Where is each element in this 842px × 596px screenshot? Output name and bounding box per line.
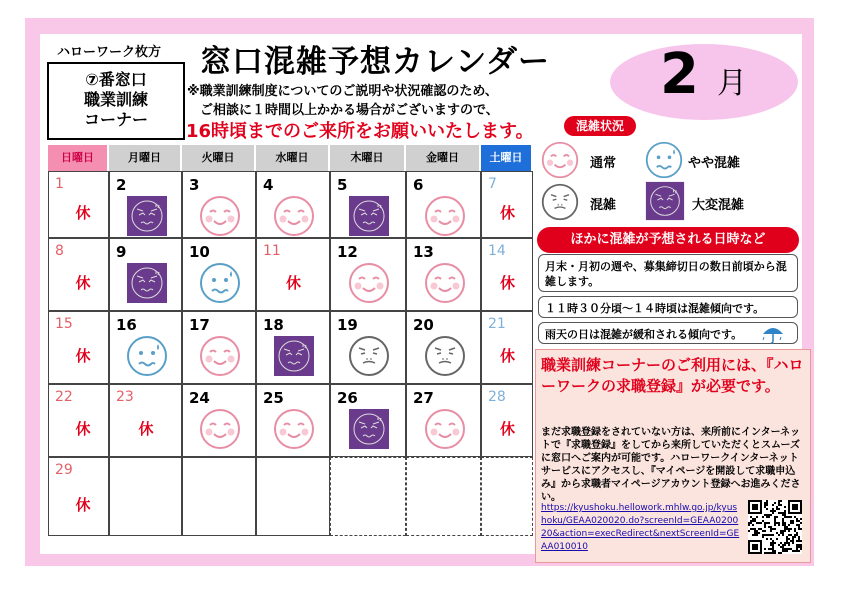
calendar-day	[109, 311, 182, 384]
calendar-day	[256, 384, 330, 457]
weekday-header: 月曜日	[109, 145, 180, 171]
very-face-icon	[125, 194, 169, 238]
calendar-day	[406, 384, 481, 457]
day-number: 24	[189, 389, 210, 407]
note-line-2: ご相談に１時間以上かかる場合がございますので、	[200, 103, 499, 118]
calendar-day	[330, 384, 406, 457]
day-number: 10	[189, 243, 210, 261]
calendar-day	[182, 171, 256, 238]
very-face-icon	[125, 261, 169, 305]
very-face-icon	[347, 194, 391, 238]
slight-face-icon	[125, 334, 169, 378]
info-box-1: 月末・月初の週や、募集締切日の数日前頃から混雑します。	[538, 254, 798, 292]
registration-body: まだ求職登録をされていない方は、来所前にインターネットで『求職登録』をしてから来所していただくとスムーズに窓口へご案内が可能です。ハローワークインターネットサービスにアクセスし、『マイページを開設して求職申込み』から求職者マイページアカウント登録へお進みください。	[541, 427, 801, 503]
calendar-day	[406, 311, 481, 384]
day-number: 6	[413, 176, 424, 194]
busy-face-icon	[423, 334, 467, 378]
day-number: 7	[488, 176, 497, 192]
legend-very: 大変混雑	[692, 198, 745, 213]
closed-label: 休	[500, 203, 516, 222]
calendar-day	[109, 384, 182, 457]
normal-face-icon	[198, 407, 242, 451]
month-badge	[610, 44, 798, 120]
calendar-day	[256, 171, 330, 238]
calendar-day	[48, 311, 109, 384]
legend-slight-icon	[644, 140, 684, 180]
day-number: 1	[55, 176, 64, 192]
closed-label: 休	[500, 346, 516, 365]
other-title: ほかに混雑が予想される日時など	[537, 227, 799, 253]
very-face-icon	[347, 407, 391, 451]
registration-url[interactable]: https://kyushoku.hellowork.mhlw.go.jp/kyushoku/GEAA020020.do?screenId=GEAA020020&action=execRedirect&nextScreenId=GEAA010010	[541, 503, 740, 552]
busy-face-icon	[347, 334, 391, 378]
corner-line-3: コーナー	[83, 110, 148, 129]
weekday-header: 金曜日	[406, 145, 479, 171]
legend-normal: 通常	[590, 156, 617, 171]
umbrella-icon	[760, 322, 786, 344]
day-number: 16	[116, 316, 137, 334]
calendar-day	[48, 457, 109, 536]
day-number: 25	[263, 389, 284, 407]
calendar-day	[481, 238, 533, 311]
weekday-header: 水曜日	[256, 145, 328, 171]
closed-label: 休	[75, 495, 91, 514]
calendar-day	[406, 171, 481, 238]
day-number: 2	[116, 176, 127, 194]
weekday-header: 火曜日	[182, 145, 254, 171]
calendar-day	[182, 311, 256, 384]
calendar-day	[481, 311, 533, 384]
note-red: 16時頃までのご来所をお願いいたします。	[186, 121, 534, 142]
day-number: 29	[55, 462, 73, 478]
closed-label: 休	[75, 419, 91, 438]
normal-face-icon	[272, 194, 316, 238]
closed-label: 休	[500, 273, 516, 292]
info-box-2: １１時３０分頃～１４時頃は混雑傾向です。	[538, 296, 798, 318]
calendar-day	[330, 311, 406, 384]
normal-face-icon	[198, 194, 242, 238]
calendar-day	[109, 171, 182, 238]
legend-slight: やや混雑	[688, 156, 741, 171]
calendar-day	[406, 238, 481, 311]
weekday-header: 土曜日	[481, 145, 531, 171]
calendar-day	[48, 238, 109, 311]
corner-line-1: ⑦番窓口	[85, 70, 147, 89]
qr-code-icon	[748, 500, 802, 554]
day-number: 17	[189, 316, 210, 334]
closed-label: 休	[75, 203, 91, 222]
legend-very-icon	[644, 180, 686, 222]
info-box-3: 雨天の日は混雑が緩和される傾向です。	[538, 322, 798, 344]
office-name: ハローワーク枚方	[57, 45, 162, 60]
calendar-day	[330, 238, 406, 311]
registration-heading: 職業訓練コーナーのご利用には、『ハローワークの求職登録』が必要です。	[541, 356, 804, 395]
calendar-day	[481, 457, 533, 536]
day-number: 26	[337, 389, 358, 407]
day-number: 9	[116, 243, 127, 261]
day-number: 27	[413, 389, 434, 407]
legend-busy: 混雑	[590, 198, 617, 213]
day-number: 18	[263, 316, 284, 334]
day-number: 13	[413, 243, 434, 261]
calendar-day	[109, 238, 182, 311]
corner-line-2: 職業訓練	[83, 90, 148, 109]
calendar-day	[481, 171, 533, 238]
normal-face-icon	[423, 194, 467, 238]
calendar-day	[481, 384, 533, 457]
calendar-day	[330, 457, 406, 536]
calendar-day	[109, 457, 182, 536]
normal-face-icon	[423, 261, 467, 305]
calendar-day	[182, 457, 256, 536]
closed-label: 休	[75, 346, 91, 365]
weekday-header: 日曜日	[48, 145, 107, 171]
day-number: 11	[263, 243, 281, 259]
closed-label: 休	[286, 273, 302, 292]
calendar-day	[406, 457, 481, 536]
normal-face-icon	[423, 407, 467, 451]
day-number: 15	[55, 316, 73, 332]
slight-face-icon	[198, 261, 242, 305]
calendar-day	[256, 311, 330, 384]
day-number: 14	[488, 243, 506, 259]
day-number: 5	[337, 176, 348, 194]
day-number: 28	[488, 389, 506, 405]
day-number: 23	[116, 389, 134, 405]
closed-label: 休	[500, 419, 516, 438]
calendar-day	[256, 457, 330, 536]
calendar-day	[182, 384, 256, 457]
normal-face-icon	[272, 407, 316, 451]
calendar-day	[330, 171, 406, 238]
normal-face-icon	[198, 334, 242, 378]
day-number: 21	[488, 316, 506, 332]
day-number: 19	[337, 316, 358, 334]
legend-normal-icon	[540, 140, 580, 180]
month-number: 2	[660, 42, 699, 107]
corner-label	[47, 62, 185, 140]
legend-title: 混雑状況	[564, 116, 636, 136]
month-suffix: 月	[717, 66, 747, 101]
day-number: 8	[55, 243, 64, 259]
closed-label: 休	[138, 419, 154, 438]
legend-busy-icon	[540, 182, 580, 222]
day-number: 20	[413, 316, 434, 334]
day-number: 12	[337, 243, 358, 261]
closed-label: 休	[75, 273, 91, 292]
weekday-header: 木曜日	[330, 145, 404, 171]
normal-face-icon	[347, 261, 391, 305]
day-number: 3	[189, 176, 200, 194]
calendar-day	[48, 171, 109, 238]
note-line-1: ※職業訓練制度についてのご説明や状況確認のため、	[187, 84, 498, 99]
calendar-day	[48, 384, 109, 457]
day-number: 4	[263, 176, 274, 194]
day-number: 22	[55, 389, 73, 405]
calendar-day	[256, 238, 330, 311]
very-face-icon	[272, 334, 316, 378]
calendar-day	[182, 238, 256, 311]
page-title: 窓口混雑予想カレンダー	[200, 44, 550, 80]
